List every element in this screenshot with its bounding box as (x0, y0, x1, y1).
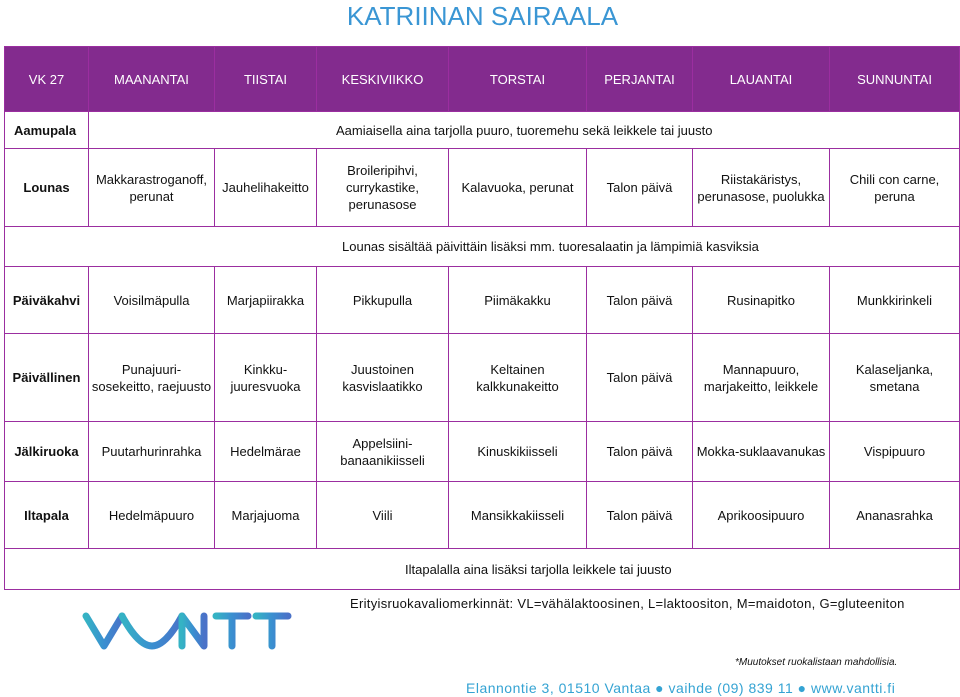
phone-text: vaihde (09) 839 11 (668, 680, 794, 696)
vantti-logo (82, 608, 314, 659)
row-label-aamupala: Aamupala (5, 112, 89, 149)
menu-item: Talon päivä (587, 149, 693, 227)
paivakahvi-row (5, 267, 960, 334)
menu-item: Rusinapitko (693, 267, 830, 334)
iltapala-note-row (5, 549, 960, 590)
row-label-iltapala: Iltapala (5, 482, 89, 549)
day-header: SUNNUNTAI (830, 47, 960, 112)
lounas-row (5, 149, 960, 227)
menu-item: Viili (317, 482, 449, 549)
contact-line (466, 680, 895, 696)
row-label-jalkiruoka: Jälkiruoka (5, 422, 89, 482)
separator-dot-icon: ● (797, 680, 807, 696)
menu-item: Keltainen kalkkunakeitto (449, 334, 587, 422)
menu-item: Mokka-suklaavanukas (693, 422, 830, 482)
row-label-paivallinen: Päivällinen (5, 334, 89, 422)
menu-item: Puutarhurinrahka (89, 422, 215, 482)
day-header: LAUANTAI (693, 47, 830, 112)
menu-item: Riistakäristys, perunasose, puolukka (693, 149, 830, 227)
day-header: TIISTAI (215, 47, 317, 112)
address-text: Elannontie 3, 01510 Vantaa (466, 680, 651, 696)
menu-item: Kalavuoka, perunat (449, 149, 587, 227)
menu-item: Mannapuuro, marjakeitto, leikkele (693, 334, 830, 422)
jalkiruoka-row (5, 422, 960, 482)
changes-note: *Muutokset ruokalistaan mahdollisia. (735, 657, 898, 668)
menu-item: Talon päivä (587, 422, 693, 482)
menu-item: Vispipuuro (830, 422, 960, 482)
menu-item: Kinkku-juuresvuoka (215, 334, 317, 422)
menu-item: Talon päivä (587, 482, 693, 549)
vantti-logo-graphic (82, 608, 314, 654)
day-header: KESKIVIIKKO (317, 47, 449, 112)
day-header: MAANANTAI (89, 47, 215, 112)
menu-item: Aprikoosipuuro (693, 482, 830, 549)
aamupala-note: Aamiaisella aina tarjolla puuro, tuoremehu sekä leikkele tai juusto (89, 112, 960, 149)
menu-item: Kalaseljanka, smetana (830, 334, 960, 422)
iltapala-row (5, 482, 960, 549)
menu-item: Voisilmäpulla (89, 267, 215, 334)
page-title: KATRIINAN SAIRAALA (346, 1, 619, 31)
menu-item: Juustoinen kasvislaatikko (317, 334, 449, 422)
row-label-lounas: Lounas (5, 149, 89, 227)
website-link[interactable]: www.vantti.fi (811, 680, 896, 696)
menu-item: Jauhelihakeitto (215, 149, 317, 227)
iltapala-note: Iltapalalla aina lisäksi tarjolla leikkele tai juusto (5, 549, 960, 590)
menu-item: Hedelmärae (215, 422, 317, 482)
lounas-note-row (5, 227, 960, 267)
aamupala-row (5, 112, 960, 149)
lounas-note: Lounas sisältää päivittäin lisäksi mm. tuoresalaatin ja lämpimiä kasviksia (5, 227, 960, 267)
paivallinen-row (5, 334, 960, 422)
row-label-paivakahvi: Päiväkahvi (5, 267, 89, 334)
menu-item: Pikkupulla (317, 267, 449, 334)
week-label: VK 27 (5, 47, 89, 112)
menu-item: Broileripihvi, currykastike, perunasose (317, 149, 449, 227)
header-row (5, 47, 960, 112)
day-header: TORSTAI (449, 47, 587, 112)
menu-item: Kinuskikiisseli (449, 422, 587, 482)
menu-item: Munkkirinkeli (830, 267, 960, 334)
menu-item: Marjapiirakka (215, 267, 317, 334)
menu-item: Hedelmäpuuro (89, 482, 215, 549)
menu-item: Chili con carne, peruna (830, 149, 960, 227)
diet-legend: Erityisruokavaliomerkinnät: VL=vähälaktoosinen, L=laktoositon, M=maidoton, G=gluteeniton (350, 596, 905, 611)
day-header: PERJANTAI (587, 47, 693, 112)
menu-item: Talon päivä (587, 267, 693, 334)
separator-dot-icon: ● (655, 680, 665, 696)
menu-item: Ananasrahka (830, 482, 960, 549)
menu-item: Mansikkakiisseli (449, 482, 587, 549)
menu-item: Punajuuri-sosekeitto, raejuusto (89, 334, 215, 422)
menu-table (4, 46, 960, 590)
menu-item: Marjajuoma (215, 482, 317, 549)
menu-item: Talon päivä (587, 334, 693, 422)
menu-item: Makkarastroganoff, perunat (89, 149, 215, 227)
menu-item: Appelsiini-banaanikiisseli (317, 422, 449, 482)
menu-item: Piimäkakku (449, 267, 587, 334)
